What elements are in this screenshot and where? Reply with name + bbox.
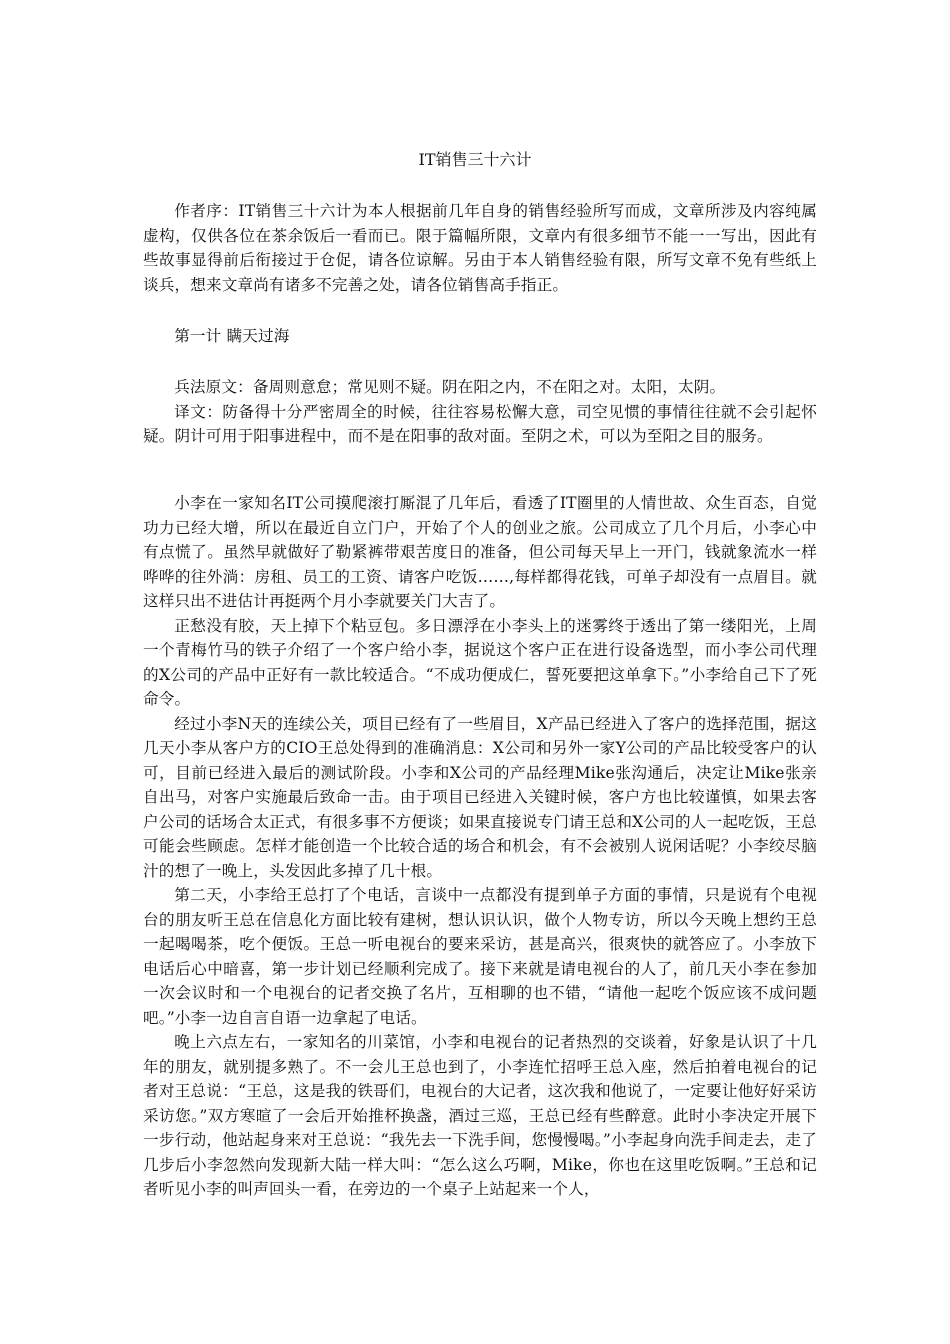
story-block [143,491,817,1202]
translation-text: 译文：防备得十分严密周全的时候，往往容易松懈大意，司空见惯的事情往往就不会引起怀疑。阴计可用于阳事进程中，而不是在阳事的敌对面。至阴之术，可以为至阳之目的服务。 [143,402,817,445]
story-paragraph: 第二天，小李给王总打了个电话，言谈中一点都没有提到单子方面的事情，只是说有个电视台的朋友听王总在信息化方面比较有建树，想认识认识，做个人物专访，所以今天晚上想约王总一起喝喝茶，吃个便饭。王总一听电视台的要来采访，甚是高兴，很爽快的就答应了。小李放下电话后心中暗喜，第一步计划已经顺利完成了。接下来就是请电视台的人了，前几天小李在参加一次会议时和一个电视台的记者交换了名片，互相聊的也不错，“请他一起吃个饭应该不成问题吧。”小李一边自言自语一边拿起了电话。 [143,886,817,1027]
original-text: 兵法原文：备周则意怠；常见则不疑。阴在阳之内，不在阳之对。太阳，太阴。 [174,378,726,396]
preface-block [143,199,817,297]
strategy-block [143,375,817,449]
story-paragraph: 经过小李N天的连续公关，项目已经有了一些眉目，X产品已经进入了客户的选择范围，据这几天小李从客户方的CIO王总处得到的准确消息：X公司和另外一家Y公司的产品比较受客户的认可，目前已经进入最后的测试阶段。小李和X公司的产品经理Mike张沟通后，决定让Mike张亲自出马，对客户实施最后致命一击。由于项目已经进入关键时候，客户方也比较谨慎，如果去客户公司的话场合太正式，有很多事不方便谈；如果直接说专门请王总和X公司的人一起吃饭，王总可能会些顾虑。怎样才能创造一个比较合适的场合和机会，有不会被别人说闲话呢？小李绞尽脑汁的想了一晚上，头发因此多掉了几十根。 [143,714,817,880]
story-paragraph: 正愁没有胶，天上掉下个粘豆包。多日漂浮在小李头上的迷雾终于透出了第一缕阳光，上周一个青梅竹马的铁子介绍了一个客户给小李，据说这个客户正在进行设备选型，而小李公司代理的X公司的产品中正好有一款比较适合。“不成功便成仁，誓死要把这单拿下。”小李给自己下了死命令。 [143,616,817,708]
preface-paragraph: 作者序：IT销售三十六计为本人根据前几年自身的销售经验所写而成，文章所涉及内容纯属虚构，仅供各位在茶余饭后一看而已。限于篇幅所限，文章内有很多细节不能一一写出，因此有些故事显得前后衔接过于仓促，请各位谅解。另由于本人销售经验有限，所写文章不免有些纸上谈兵，想来文章尚有诸多不完善之处，请各位销售高手指正。 [143,202,817,294]
chapter-heading: 第一计 瞒天过海 [174,327,290,345]
story-paragraph: 小李在一家知名IT公司摸爬滚打厮混了几年后，看透了IT圈里的人情世故、众生百态，自觉功力已经大增，所以在最近自立门户，开始了个人的创业之旅。公司成立了几个月后，小李心中有点慌了。虽然早就做好了勒紧裤带艰苦度日的准备，但公司每天早上一开门，钱就象流水一样哗哗的往外淌：房租、员工的工资、请客户吃饭……,每样都得花钱，可单子却没有一点眉目。就这样只出不进估计再挺两个月小李就要关门大吉了。 [143,494,817,610]
chapter-block [143,324,817,349]
document-title: IT销售三十六计 [418,150,532,169]
story-paragraph: 晚上六点左右，一家知名的川菜馆，小李和电视台的记者热烈的交谈着，好象是认识了十几年的朋友，就别提多熟了。不一会儿王总也到了，小李连忙招呼王总入座，然后拍着电视台的记者对王总说：“王总，这是我的铁哥们，电视台的大记者，这次我和他说了，一定要让他好好采访采访您。”双方寒暄了一会后开始推杯换盏，酒过三巡，王总已经有些醉意。此时小李决定开展下一步行动，他站起身来对王总说：“我先去一下洗手间，您慢慢喝。”小李起身向洗手间走去，走了几步后小李忽然向发现新大陆一样大叫：“怎么这么巧啊，Mike，你也在这里吃饭啊。”王总和记者听见小李的叫声回头一看，在旁边的一个桌子上站起来一个人， [143,1033,817,1198]
